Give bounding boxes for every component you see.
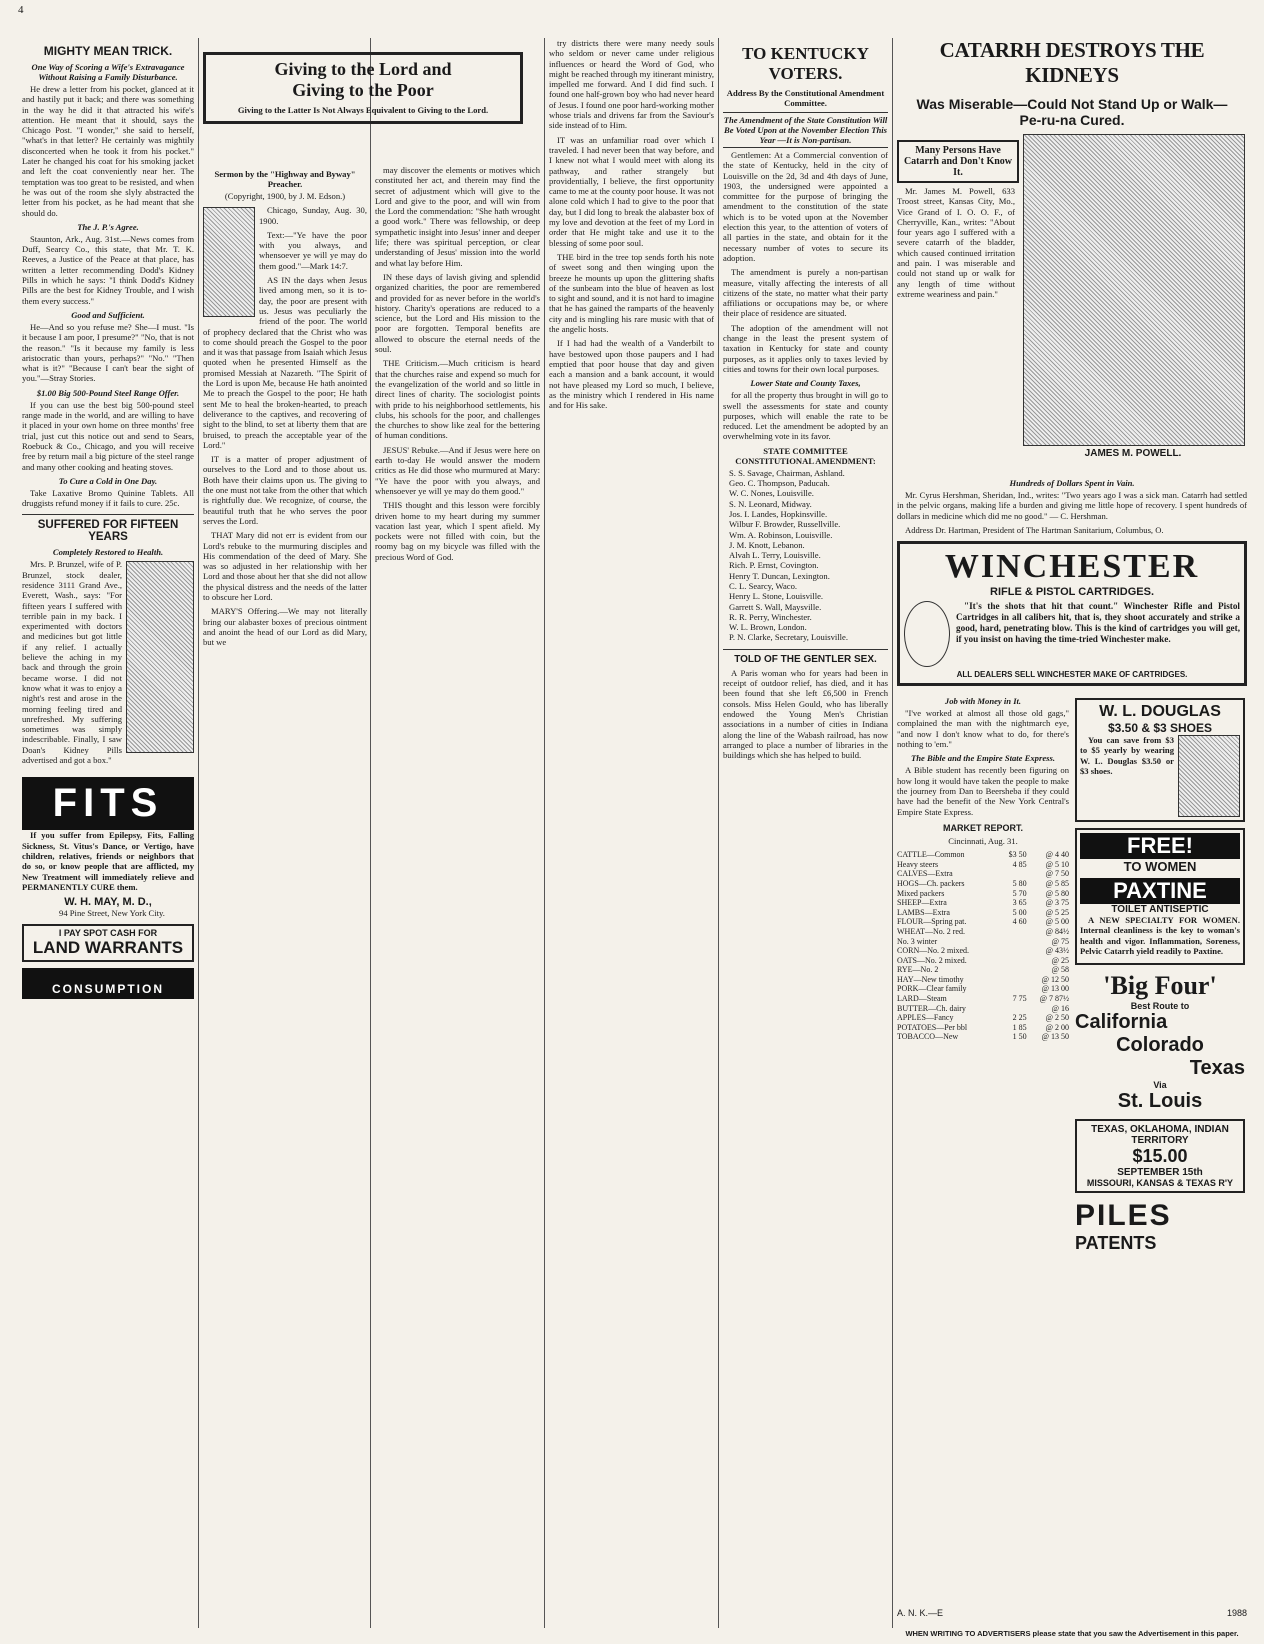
portrait-caption: JAMES M. POWELL. — [1084, 448, 1182, 459]
douglas-portrait — [1178, 735, 1240, 817]
market-price: @ 25 — [1051, 955, 1069, 965]
market-report-city: Cincinnati, Aug. 31. — [948, 835, 1018, 846]
column-rule — [370, 38, 371, 1628]
fits-ad-address: 94 Pine Street, New York City. — [59, 908, 165, 919]
catarrh-ad-text: Mr. Cyrus Hershman, Sheridan, Ind., writes: "Two years ago I was a sick man. Catarrh had settled in the pelvic organs, making life a burden and giving me little hope of recovery. I spent hundreds of dollars in medicine which did me no good." — C. Hershman. — [897, 490, 1247, 521]
committee-member: R. R. Perry, Winchester. — [729, 611, 812, 622]
fits-ad-body: If you suffer from Epilepsy, Fits, Falling Sickness, St. Vitus's Dance, or Vertigo, have children, relatives, friends or neighbors that do so, or know people that are afflicted, my New Treatment will immediately relieve and PERMANENTLY CURE them. — [22, 830, 194, 892]
catarrh-ad-text: Address Dr. Hartman, President of The Hartman Sanitarium, Columbus, O. — [905, 524, 1164, 535]
market-row — [897, 927, 1069, 937]
article-body: A Paris woman who for years had been in receipt of outdoor relief, has died, and it has been found that she left £6,500 in French consols. Miss Helen Gould, who has liberally endowed the Young Men's Christian associations in a number of cities in Indiana along the line of the Wabash railroad, has now arranged to place a number of libraries in the buildings which she has helped to build. — [723, 667, 888, 761]
sermon-headline-box — [203, 52, 523, 124]
committee-member: S. N. Leonard, Midway. — [729, 498, 812, 509]
market-item: HAY—New timothy — [897, 974, 964, 984]
sermon-body: THE Criticism.—Much criticism is heard that the churches raise and expend so much for the evangelization of the world and so little in direct lines of charity. The sociologist points with pride to his neighborhood settlements, his clubs, his schools for the poor, and challenges the churches to show like zeal for the bettering of human conditions. — [375, 358, 540, 441]
sermon-headline-2: Giving to the Poor — [292, 80, 434, 100]
sermon-headline-1: Giving to the Lord and — [274, 59, 452, 79]
market-row — [897, 975, 1069, 985]
catarrh-ad-body — [897, 134, 1247, 474]
committee-member: W. C. Nones, Louisville. — [729, 488, 814, 499]
article-title: MIGHTY MEAN TRICK. — [43, 44, 173, 58]
fits-ad-title: FITS — [22, 777, 194, 830]
market-item: OATS—No. 2 mixed. — [897, 955, 967, 965]
douglas-body: You can save from $3 to $5 yearly by wearing W. L. Douglas $3.50 or $3 shoes. — [1080, 735, 1174, 777]
free-title: FREE! — [1080, 833, 1240, 859]
market-item: LARD—Steam — [897, 994, 947, 1004]
big-four-via: Via — [1153, 1080, 1167, 1091]
market-price: @ 5 25 — [1045, 907, 1069, 917]
texas-date: SEPTEMBER 15th — [1117, 1167, 1203, 1179]
market-price: @ 84½ — [1045, 926, 1069, 936]
market-item: BUTTER—Ch. dairy — [897, 1003, 966, 1013]
texas-excursion-ad — [1075, 1119, 1245, 1193]
market-table — [897, 850, 1069, 1042]
texas-price: $15.00 — [1132, 1146, 1188, 1167]
footer-note: WHEN WRITING TO ADVERTISERS please state that you saw the Advertisement in this paper. — [905, 1629, 1239, 1638]
article-body: The amendment is purely a non-partisan measure, vitally affecting the interests of all citizens of the state, no matter what their party affiliations or occupations may be, or where their place of residence are situated. — [723, 267, 888, 319]
douglas-subtitle: $3.50 & $3 SHOES — [1107, 721, 1213, 736]
market-price: @ 12 50 — [1041, 974, 1069, 984]
big-four-destination: Colorado — [1116, 1034, 1204, 1057]
sermon-body: If I had had the wealth of a Vanderbilt to have bestowed upon those paupers and I had emptied that poor house that day and given each a mansion and a bank account, it would not have pleased my Lord so much, I believe, as the ministry which I rendered in His name and for His sake. — [549, 338, 714, 411]
footer-code: A. N. K.—E — [897, 1608, 944, 1618]
sermon-body: THAT Mary did not err is evident from our Lord's rebuke to the murmuring disciples and His commendation of the deed of Mary. She was so adjusted in her relationship with her Lord and those about her that she did not allow the physical distress and the needs of the latter to obscure her Lord. — [203, 530, 367, 602]
column-6 — [897, 38, 1247, 1638]
column-5 — [723, 38, 888, 1638]
committee-member: C. L. Searcy, Waco. — [729, 580, 798, 591]
article-note: The Amendment of the State Constitution Will Be Voted Upon at the November Election This Year —It is Non-partisan. — [723, 112, 888, 148]
footer-number: 1988 — [1226, 1608, 1247, 1618]
market-price: @ 13 00 — [1041, 984, 1069, 994]
patents-ad-title: PATENTS — [1075, 1233, 1157, 1254]
market-price: 3 65 — [1012, 898, 1027, 908]
market-price: @ 7 87½ — [1039, 994, 1069, 1004]
market-price: @ 4 40 — [1045, 850, 1069, 860]
committee-member: S. S. Savage, Chairman, Ashland. — [729, 467, 845, 478]
market-price — [1001, 869, 1027, 879]
paxtine-ad — [1075, 828, 1245, 965]
market-row — [897, 1023, 1069, 1033]
article-title: To Cure a Cold in One Day. — [58, 475, 158, 486]
sermon-body: AS IN the days when Jesus lived among men, so it is to-day, the poor are present with us. Jesus was peculiarly the friend of the poor. The world of prophecy declared that the Christ who was to come should preach the Gospel to the poor and it was that passage from Isaiah which Jesus quoted when he presented Himself as the promised Messiah at Nazareth. "The Spirit of the Lord is upon Me, because He hath anointed Me to preach the Gospel to the poor; He hath sent Me to heal the broken-hearted, to preach deliverance to the captives, and recovering of sight to the blind, to set at liberty them that are bruised, to preach the acceptable year of the Lord." — [203, 275, 367, 450]
market-price: @ 13 50 — [1041, 1032, 1069, 1042]
article-title: Lower State and County Taxes, — [750, 378, 861, 389]
texas-railway: MISSOURI, KANSAS & TEXAS R'Y — [1086, 1178, 1234, 1189]
market-price — [1001, 937, 1027, 947]
market-price — [1001, 1004, 1027, 1014]
market-item: LAMBS—Extra — [897, 907, 950, 917]
market-price: $3 50 — [1008, 850, 1027, 860]
market-item: SHEEP—Extra — [897, 898, 947, 908]
committee-member: Henry L. Stone, Louisville. — [729, 591, 824, 602]
catarrh-ad-title: CATARRH DESTROYS THE KIDNEYS — [939, 38, 1205, 87]
article-title: The J. P.'s Agree. — [77, 221, 139, 232]
market-row — [897, 889, 1069, 899]
market-item: HOGS—Ch. packers — [897, 878, 965, 888]
sermon-body: may discover the elements or motives which constituted her act, and therein may find the secret of adjustment which will give to the Lord and give to the poor, and will win from the Lord the commendation: "She hath wrought a good work." There was fellowship, or deep sympathetic insight into Jesus' inner and deeper life; there was spiritual perception, or clear understanding of Jesus' mission into the world and what lay before Him. — [375, 165, 540, 268]
market-row — [897, 917, 1069, 927]
market-row — [897, 1013, 1069, 1023]
market-row — [897, 879, 1069, 889]
sermon-body: IT is a matter of proper adjustment of ourselves to the Lord and to those about us. Both have their claims upon us. The giving to the one must not take from the other that which is rightfully due. We recognize, of course, the beautiful truth that he who serves the poor serves the Lord. — [203, 454, 367, 526]
sermon-byline: Sermon by the "Highway and Byway" Preacher. — [214, 169, 356, 189]
market-row — [897, 965, 1069, 975]
winchester-title: WINCHESTER — [944, 548, 1200, 586]
committee-member: Jos. I. Landes, Hopkinsville. — [729, 508, 828, 519]
market-price: @ 5 85 — [1045, 878, 1069, 888]
market-price — [1001, 956, 1027, 966]
market-price: 1 85 — [1012, 1022, 1027, 1032]
footer — [897, 1608, 1247, 1618]
market-price: 7 75 — [1012, 994, 1027, 1004]
market-row — [897, 984, 1069, 994]
fits-ad-signature: W. H. MAY, M. D., — [64, 896, 152, 909]
committee-member: Wilbur F. Browder, Russellville. — [729, 519, 841, 530]
market-item: TOBACCO—New — [897, 1032, 959, 1042]
market-row — [897, 946, 1069, 956]
committee-list — [723, 468, 888, 643]
article-body: He—And so you refuse me? She—I must. "Is it because I am poor, I presume?" "No, that is not the reason." "Is it because my family is less aristocratic than yours, perhaps?" "No." "Then what is it?" "Because I can't bear the sight of you."—Stray Stories. — [22, 321, 194, 384]
sermon-body: JESUS' Rebuke.—And if Jesus were here on earth to-day He would answer the modern critics as He did those who murmured at Mary: "Ye have the poor with you always, and whensoever ye will ye may do them good." — [375, 444, 540, 496]
sermon-body: THIS thought and this lesson were forcibly driven home to my heart during my summer vacation last year, which I spent afield. My pockets were not filled with coin, but the roomy bag on my bicycle was filled with the precious Word of God. — [375, 500, 540, 562]
land-warrants-ad — [22, 924, 194, 962]
market-item: CORN—No. 2 mixed. — [897, 946, 969, 956]
committee-member: W. L. Brown, London. — [729, 622, 807, 633]
target-icon — [904, 601, 950, 667]
article-body: Gentlemen: At a Commercial convention of the state of Kentucky, held in the city of Louisville on the 2d, 3d and 4th days of June, 1903, the undersigned were appointed a committee for the purpose of bringing the amendment to the constitution of the state which is to be voted upon at the November election this year, to the attention of voters of all parties in the state, and obtain for it the necessary number of votes to secure its adoption. — [723, 150, 888, 263]
big-four-destination: California — [1075, 1011, 1168, 1034]
sermon-body: MARY'S Offering.—We may not literally bring our alabaster boxes of precious ointment and anoint the head of our Lord as did Mary, but we — [203, 606, 367, 648]
big-four-destination: Texas — [1189, 1057, 1245, 1080]
article-title: TO KENTUCKY VOTERS. — [742, 44, 869, 83]
market-price — [1001, 927, 1027, 937]
sermon-copyright: (Copyright, 1900, by J. M. Edson.) — [224, 191, 346, 201]
land-warrants-top: I PAY SPOT CASH FOR — [58, 928, 158, 939]
market-row — [897, 898, 1069, 908]
article-body: Staunton, Ark., Aug. 31st.—News comes from Duff, Searcy Co., this state, that Mr. T. K. Reeves, a Justice of the Peace at that place, has written a letter recommending Dodd's Kidney Pills in which he says: "I think Dodd's Kidney Pills are the best for Kidney Trouble, and I wish them every success." — [22, 233, 194, 306]
land-warrants-title: LAND WARRANTS — [32, 938, 184, 958]
market-item: RYE—No. 2 — [897, 965, 939, 975]
article-body: A Bible student has recently been figuring on how long it would have taken the people to make the journey from Dan to Beersheba if they could have had the benefit of the New York Central's Empire State Express. — [897, 765, 1069, 817]
article-body: for all the property thus brought in will go to swell the assessments for state and county purposes, which will enable the rate to be reduced. Let the amendment be adopted by an overwhelming vote in its favor. — [723, 390, 888, 442]
column-3 — [375, 165, 540, 1635]
winchester-body: "It's the shots that hit that count." Winchester Rifle and Pistol Cartridges in all calibers hit, that is, they shoot accurately and strike a good, hard, penetrating blow. This is the kind of cartridges you will get, if you insist on having the time-tried Winchester make. — [956, 601, 1240, 645]
market-price: 2 25 — [1012, 1013, 1027, 1023]
winchester-footer: ALL DEALERS SELL WINCHESTER MAKE OF CARTRIDGES. — [956, 670, 1188, 680]
committee-member: J. M. Knott, Lebanon. — [729, 539, 805, 550]
article-subtitle: One Way of Scoring a Wife's Extravagance Without Raising a Family Disturbance. — [31, 62, 185, 82]
market-row — [897, 850, 1069, 860]
page-number: 4 — [18, 4, 24, 16]
market-item: POTATOES—Per bbl — [897, 1022, 968, 1032]
column-rule — [198, 38, 199, 1628]
market-price: 5 70 — [1012, 888, 1027, 898]
market-price: @ 43½ — [1045, 946, 1069, 956]
article-title: Good and Sufficient. — [71, 309, 145, 320]
sermon-body: THE bird in the tree top sends forth his note of sweet song and then winging upon the breeze he mounts up upon the glittering shafts of the sunbeam into the blue of heaven as lost to sight and sound, and it is not hard to imagine that he has gained the ramparts of the heavenly city and is mingling his rare music with that of the angelic hosts. — [549, 251, 714, 335]
catarrh-ad-text: Mr. James M. Powell, 633 Troost street, Kansas City, Mo., Vice Grand of I. O. O. F., of Cherryville, Kan., writes: "About four years ago I suffered with a severe catarrh of the bladder, which caused continued irritation and pain. I was miserable and could not stand up or walk for any length of time without extreme weariness and pain." — [897, 186, 1015, 299]
committee-member: Rich. P. Ernst, Covington. — [729, 560, 819, 571]
committee-member: Wm. A. Robinson, Louisville. — [729, 529, 833, 540]
market-price: @ 3 75 — [1045, 898, 1069, 908]
market-price — [1001, 965, 1027, 975]
powell-portrait — [1023, 134, 1245, 446]
committee-member: Geo. C. Thompson, Paducah. — [729, 478, 830, 489]
market-item: PORK—Clear family — [897, 984, 967, 994]
sermon-dateline: Chicago, Sunday, Aug. 30, 1900. — [259, 205, 367, 226]
catarrh-ad-subtitle: Was Miserable—Could Not Stand Up or Walk— — [916, 96, 1228, 112]
market-price: 1 50 — [1012, 1032, 1027, 1042]
market-item: Mixed packers — [897, 888, 945, 898]
free-subtitle: TO WOMEN — [1123, 859, 1197, 875]
market-item: Heavy steers — [897, 859, 939, 869]
big-four-subtitle: Best Route to — [1130, 1001, 1190, 1012]
ad-body: Mrs. P. Brunzel, wife of P. Brunzel, stock dealer, residence 3111 Grand Ave., Everett, Wash., says: "For fifteen years I suffered with terrible pain in my back. I experimented with doctors and medicines but got little if any relief. I actually believe the aching in my back and through the groin became worse. I did not know what it was to enjoy a night's rest and arose in the morning feeling tired and unrefreshed. My suffering sometimes was simply indescribable. Finally, I saw Doan's Kidney Pills advertised and got a box." — [22, 559, 122, 766]
douglas-shoes-ad — [1075, 698, 1245, 822]
committee-member: Henry T. Duncan, Lexington. — [729, 570, 830, 581]
market-price: @ 5 00 — [1045, 917, 1069, 927]
market-item: APPLES—Fancy — [897, 1013, 954, 1023]
sermon-body: try districts there were many needy souls who seldom or never came under religious influences or heard the Word of God, who might be reached through my itinerant ministry, impelled me forward. And I did find such. I found one half-grown boy who had never heard of Jesus. I found one poor hard-working mother whose trials and drivens far from the Saviour's side instead of to Him. — [549, 38, 714, 131]
article-body: The adoption of the amendment will not change in the least the present system of taxation in Kentucky for state and county purposes, as it applies only to taxes levied by cities and towns for their own local purposes. — [723, 322, 888, 374]
market-price: 4 60 — [1012, 917, 1027, 927]
market-price: @ 2 00 — [1045, 1022, 1069, 1032]
committee-member: Alvah L. Terry, Louisville. — [729, 550, 821, 561]
column-rule — [718, 38, 719, 1628]
ad-subtitle: Completely Restored to Health. — [52, 547, 164, 558]
market-price: 5 80 — [1012, 878, 1027, 888]
sermon-text: Text:—"Ye have the poor with you always, and whensoever ye will ye may do them good."—Mark 14:7. — [259, 229, 367, 271]
column-4 — [549, 38, 714, 1638]
market-item: WHEAT—No. 2 red. — [897, 926, 965, 936]
article-body: "I've worked at almost all those old gags," complained the man with the nightmarch eye, "and now I don't know what to do, for there's nothing to 'em." — [897, 708, 1069, 750]
market-item: No. 3 winter — [897, 936, 938, 946]
big-four-title: 'Big Four' — [1103, 971, 1217, 1001]
market-item: CALVES—Extra — [897, 869, 953, 879]
committee-title: STATE COMMITTEE CONSTITUTIONAL AMENDMENT: — [735, 445, 876, 466]
texas-title: TEXAS, OKLAHOMA, INDIAN TERRITORY — [1091, 1124, 1229, 1147]
catarrh-ad-subtitle-2: Pe-ru-na Cured. — [1019, 112, 1125, 128]
ad-title: SUFFERED FOR FIFTEEN YEARS — [22, 514, 194, 543]
sermon-body: IT was an unfamiliar road over which I traveled. I had never been that way before, and I knew not what I would meet with along its pathway, and rather strangely but providentially, I believe, the first opportunity came to me at the county poor house. It was not alone cold which I had to give to the poor that day, but I did long to break the alabaster box of my love and devotion at the feet of my Lord in order that He might take and use it to the blessing of some poor soul. — [549, 134, 714, 248]
market-item: FLOUR—Spring pat. — [897, 917, 967, 927]
catarrh-ad-subhead: Hundreds of Dollars Spent in Vain. — [1009, 478, 1135, 488]
catarrh-ad-box: Many Persons Have Catarrh and Don't Know It. — [897, 140, 1019, 183]
market-price: @ 58 — [1051, 965, 1069, 975]
committee-member: P. N. Clarke, Secretary, Louisville. — [729, 632, 849, 643]
article-body: He drew a letter from his pocket, glanced at it and hastily put it back; and there was something in the way he did it that attracted his wife's attention. He meant that it should, says the Chicago Post. "I wonder," she said to herself, "what's in that letter? He certainly was mightily disconcerted when he took it from his pocket." Later he changed his coat for his smoking jacket and left the coat conveniently near her. The temptation was too great to be resisted, and when he was out of the room she slyly abstracted the letter from his pocket, as he had meant that she should do. — [22, 84, 194, 218]
market-price — [1001, 975, 1027, 985]
article-title: The Bible and the Empire State Express. — [911, 753, 1055, 764]
paxtine-body: A NEW SPECIALTY FOR WOMEN. Internal cleanliness is the key to woman's health and vigor. Inflammation, Soreness, Pelvic Catarrh yield readily to Paxtine. — [1080, 915, 1240, 957]
committee-member: Garrett S. Wall, Maysville. — [729, 601, 822, 612]
market-price: 4 85 — [1012, 859, 1027, 869]
consumption-ad: CONSUMPTION — [22, 968, 194, 999]
douglas-title: W. L. DOUGLAS — [1099, 703, 1221, 721]
article-body: If you can use the best big 500-pound steel range made in the world, and are willing to have it placed in your own home on three months' free trial, just cut this notice out and send to Sears, Roebuck & Co., Chicago, and you will receive free by return mail a big picture of the steel range and many other cooking and heating stoves. — [22, 399, 194, 472]
market-row — [897, 1004, 1069, 1014]
article-subtitle: Address By the Constitutional Amendment Committee. — [726, 88, 885, 108]
column-1 — [22, 38, 194, 1638]
winchester-subtitle: RIFLE & PISTOL CARTRIDGES. — [990, 586, 1154, 599]
market-price — [1001, 946, 1027, 956]
sermon-illustration — [203, 207, 255, 317]
big-four-destination: St. Louis — [1117, 1090, 1203, 1113]
paxtine-title: PAXTINE — [1080, 878, 1240, 904]
article-body: Take Laxative Bromo Quinine Tablets. All druggists refund money if it fails to cure. 25c. — [22, 487, 194, 509]
article-title: TOLD OF THE GENTLER SEX. — [723, 649, 888, 665]
market-price — [1001, 984, 1027, 994]
market-item: CATTLE—Common — [897, 850, 965, 860]
article-title: Job with Money in It. — [944, 696, 1022, 707]
column-rule — [892, 38, 893, 1628]
market-price: @ 7 50 — [1045, 869, 1069, 879]
market-price: @ 5 10 — [1045, 859, 1069, 869]
paxtine-subtitle: TOILET ANTISEPTIC — [1111, 904, 1209, 916]
piles-ad-title: PILES — [1075, 1199, 1172, 1233]
market-price: @ 2 50 — [1045, 1013, 1069, 1023]
woman-illustration — [126, 561, 194, 753]
market-price: @ 16 — [1051, 1003, 1069, 1013]
market-price: @ 75 — [1051, 936, 1069, 946]
market-row — [897, 860, 1069, 870]
sermon-subheadline: Giving to the Latter Is Not Always Equivalent to Giving to the Lord. — [237, 105, 489, 115]
market-row — [897, 994, 1069, 1004]
column-rule — [544, 38, 545, 1628]
market-row — [897, 908, 1069, 918]
market-price: @ 5 80 — [1045, 888, 1069, 898]
market-row — [897, 937, 1069, 947]
winchester-ad — [897, 541, 1247, 686]
market-row — [897, 869, 1069, 879]
market-row — [897, 1032, 1069, 1042]
article-title: $1.00 Big 500-Pound Steel Range Offer. — [36, 387, 180, 398]
market-price: 5 00 — [1012, 907, 1027, 917]
market-row — [897, 956, 1069, 966]
sermon-body: IN these days of lavish giving and splendid organized charities, the poor are remembered and provided for as never before in the world's history. Charity's operations are reduced to a science, but the Lord and His mission to the poor are forgotten. Temporal benefits are allowed to obscure the eternal needs of the soul. — [375, 271, 540, 355]
column-2-body — [203, 165, 367, 1635]
market-report-title: MARKET REPORT. — [942, 822, 1023, 833]
